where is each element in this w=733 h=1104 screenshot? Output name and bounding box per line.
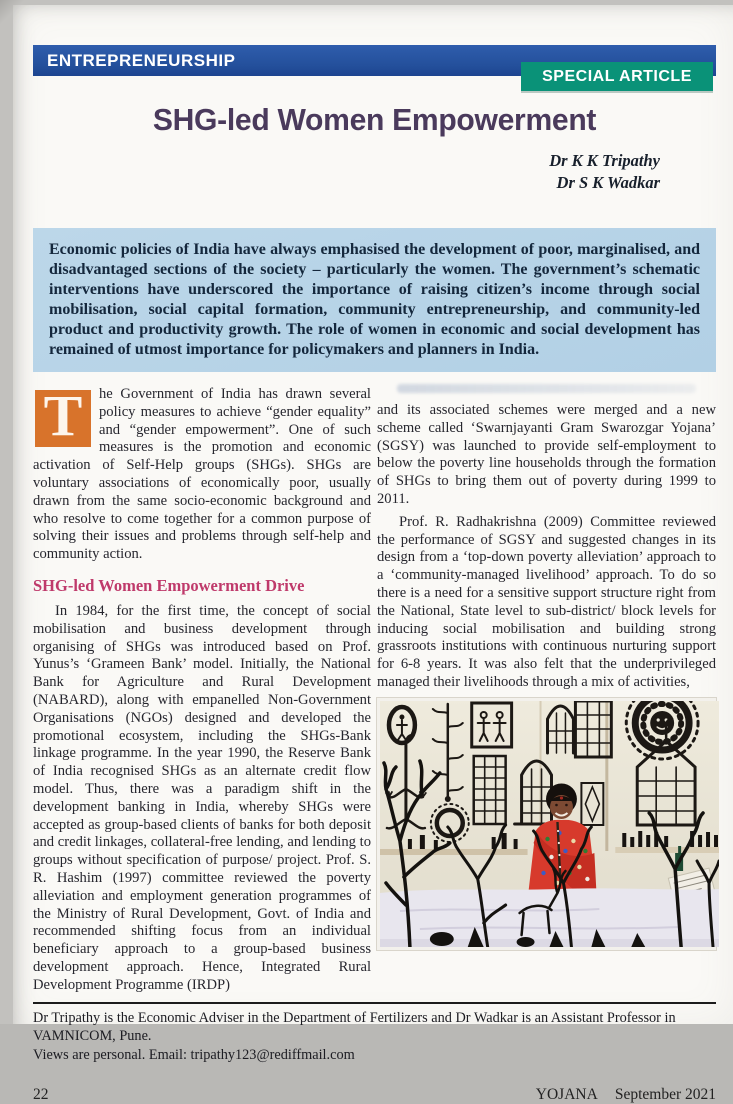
- right-column: [377, 382, 716, 995]
- left-column: [33, 382, 371, 995]
- article-columns: [33, 382, 716, 995]
- page-number: 22: [33, 1086, 49, 1103]
- page-footer: [33, 1086, 716, 1104]
- woman-artisan-photo-illustration: [380, 701, 719, 947]
- journal-name: YOJANA: [535, 1086, 597, 1103]
- section-heading: SHG-led Women Empowerment Drive: [33, 575, 305, 595]
- journal-line: [536, 1086, 716, 1104]
- page-title: SHG-led Women Empowerment: [152, 102, 597, 137]
- lead-paragraph-wrap: [33, 383, 371, 564]
- kicker-label: ENTREPRENEURSHIP: [47, 51, 236, 70]
- author-block: [33, 150, 716, 194]
- badge-label: SPECIAL ARTICLE: [542, 68, 692, 85]
- page-content: [33, 5, 716, 1103]
- author-footnote: [33, 1009, 716, 1065]
- author-2: Dr S K Wadkar: [556, 173, 660, 192]
- author-1: Dr K K Tripathy: [549, 151, 660, 170]
- footer-divider: [33, 1002, 716, 1004]
- paragraph-2: In 1984, for the first time, the concept of social mobilisation and business development through organising of SHGs was introduced based on Prof. Yunus’s ‘Grameen Bank’ model. Initially, the National Bank for Agriculture and Rural Development (NABARD), along with empanelled Non-Government Organisations (NGOs) designed and developed the promotional ecosystem, including the SHGs-Bank linkage programme. In the year 1990, the Reserve Bank of India recognised SHGs as an alternate credit flow model. Thus, there was a paradigm shift in the development banking in India, whereby SHGs were accepted as group-based clients of banks for both deposit and credit linkages, collateral-free lending, and lending to groups without specification of purpose/ project. Prof. S. R. Hashim (1997) committee reviewed the poverty alleviation and employment generation programmes of the Ministry of Rural Development, Govt. of India and recommended shifting focus from an individual beneficiary approach to a group-based business development approach. Hence, Integrated Rural Development Programme (IRDP): [33, 602, 371, 993]
- abstract-box: Economic policies of India have always emphasised the development of poor, marginalised, and disadvantaged sections of the society – particularly the women. The government’s schematic interventions have underscored the importance of raising citizen’s income through social mobilisation, social capital formation, community entrepreneurship, and community-led product and productivity growth. The role of women in economic and social development has remained of utmost importance for policymakers and planners in India.: [33, 228, 716, 372]
- paragraph-1: he Government of India has drawn several policy measures to achieve “gender equality” and “gender empowerment”. One of such measures is the promotion and economic activation of Self-Help groups (SHGs). SHGs are voluntary associations of economically poor, usually drawn from the same socio-economic background and who resolve to come together for a common purpose of solving their issues and problems through self-help and community action.: [33, 386, 371, 563]
- paragraph-4: Prof. R. Radhakrishna (2009) Committee reviewed the performance of SGSY and suggested changes in its design from a ‘top-down poverty alleviation’ approach to a ‘community-managed livelihood’ approach. To do so there is a need for a sensitive support structure right from the National, State level to sub-district/ block levels for inducing social mobilisation and building strong grassroots institutions with continuous nurturing support for 6-8 years. It was also felt that the underprivileged managed their livelihoods through a mix of activities,: [377, 513, 716, 690]
- article-photo: [377, 698, 716, 950]
- print-bleedthrough-artifact: [397, 384, 695, 393]
- footnote-line-1: Dr Tripathy is the Economic Adviser in the Department of Fertilizers and Dr Wadkar is an Assistant Professor in VAMNICOM, Pune.: [33, 1009, 676, 1044]
- drop-cap: T: [35, 390, 91, 447]
- issue-date: September 2021: [614, 1086, 716, 1103]
- paragraph-3: and its associated schemes were merged and a new scheme called ‘Swarnjayanti Gram Swarozgar Yojana’ (SGSY) was launched to provide self-employment to below the poverty line households through the formation of SHGs to bring them out of poverty during 1999 to 2011.: [377, 402, 716, 507]
- paper-sheet: [13, 5, 733, 1103]
- footnote-line-2: Views are personal. Email: tripathy123@rediffmail.com: [33, 1046, 355, 1063]
